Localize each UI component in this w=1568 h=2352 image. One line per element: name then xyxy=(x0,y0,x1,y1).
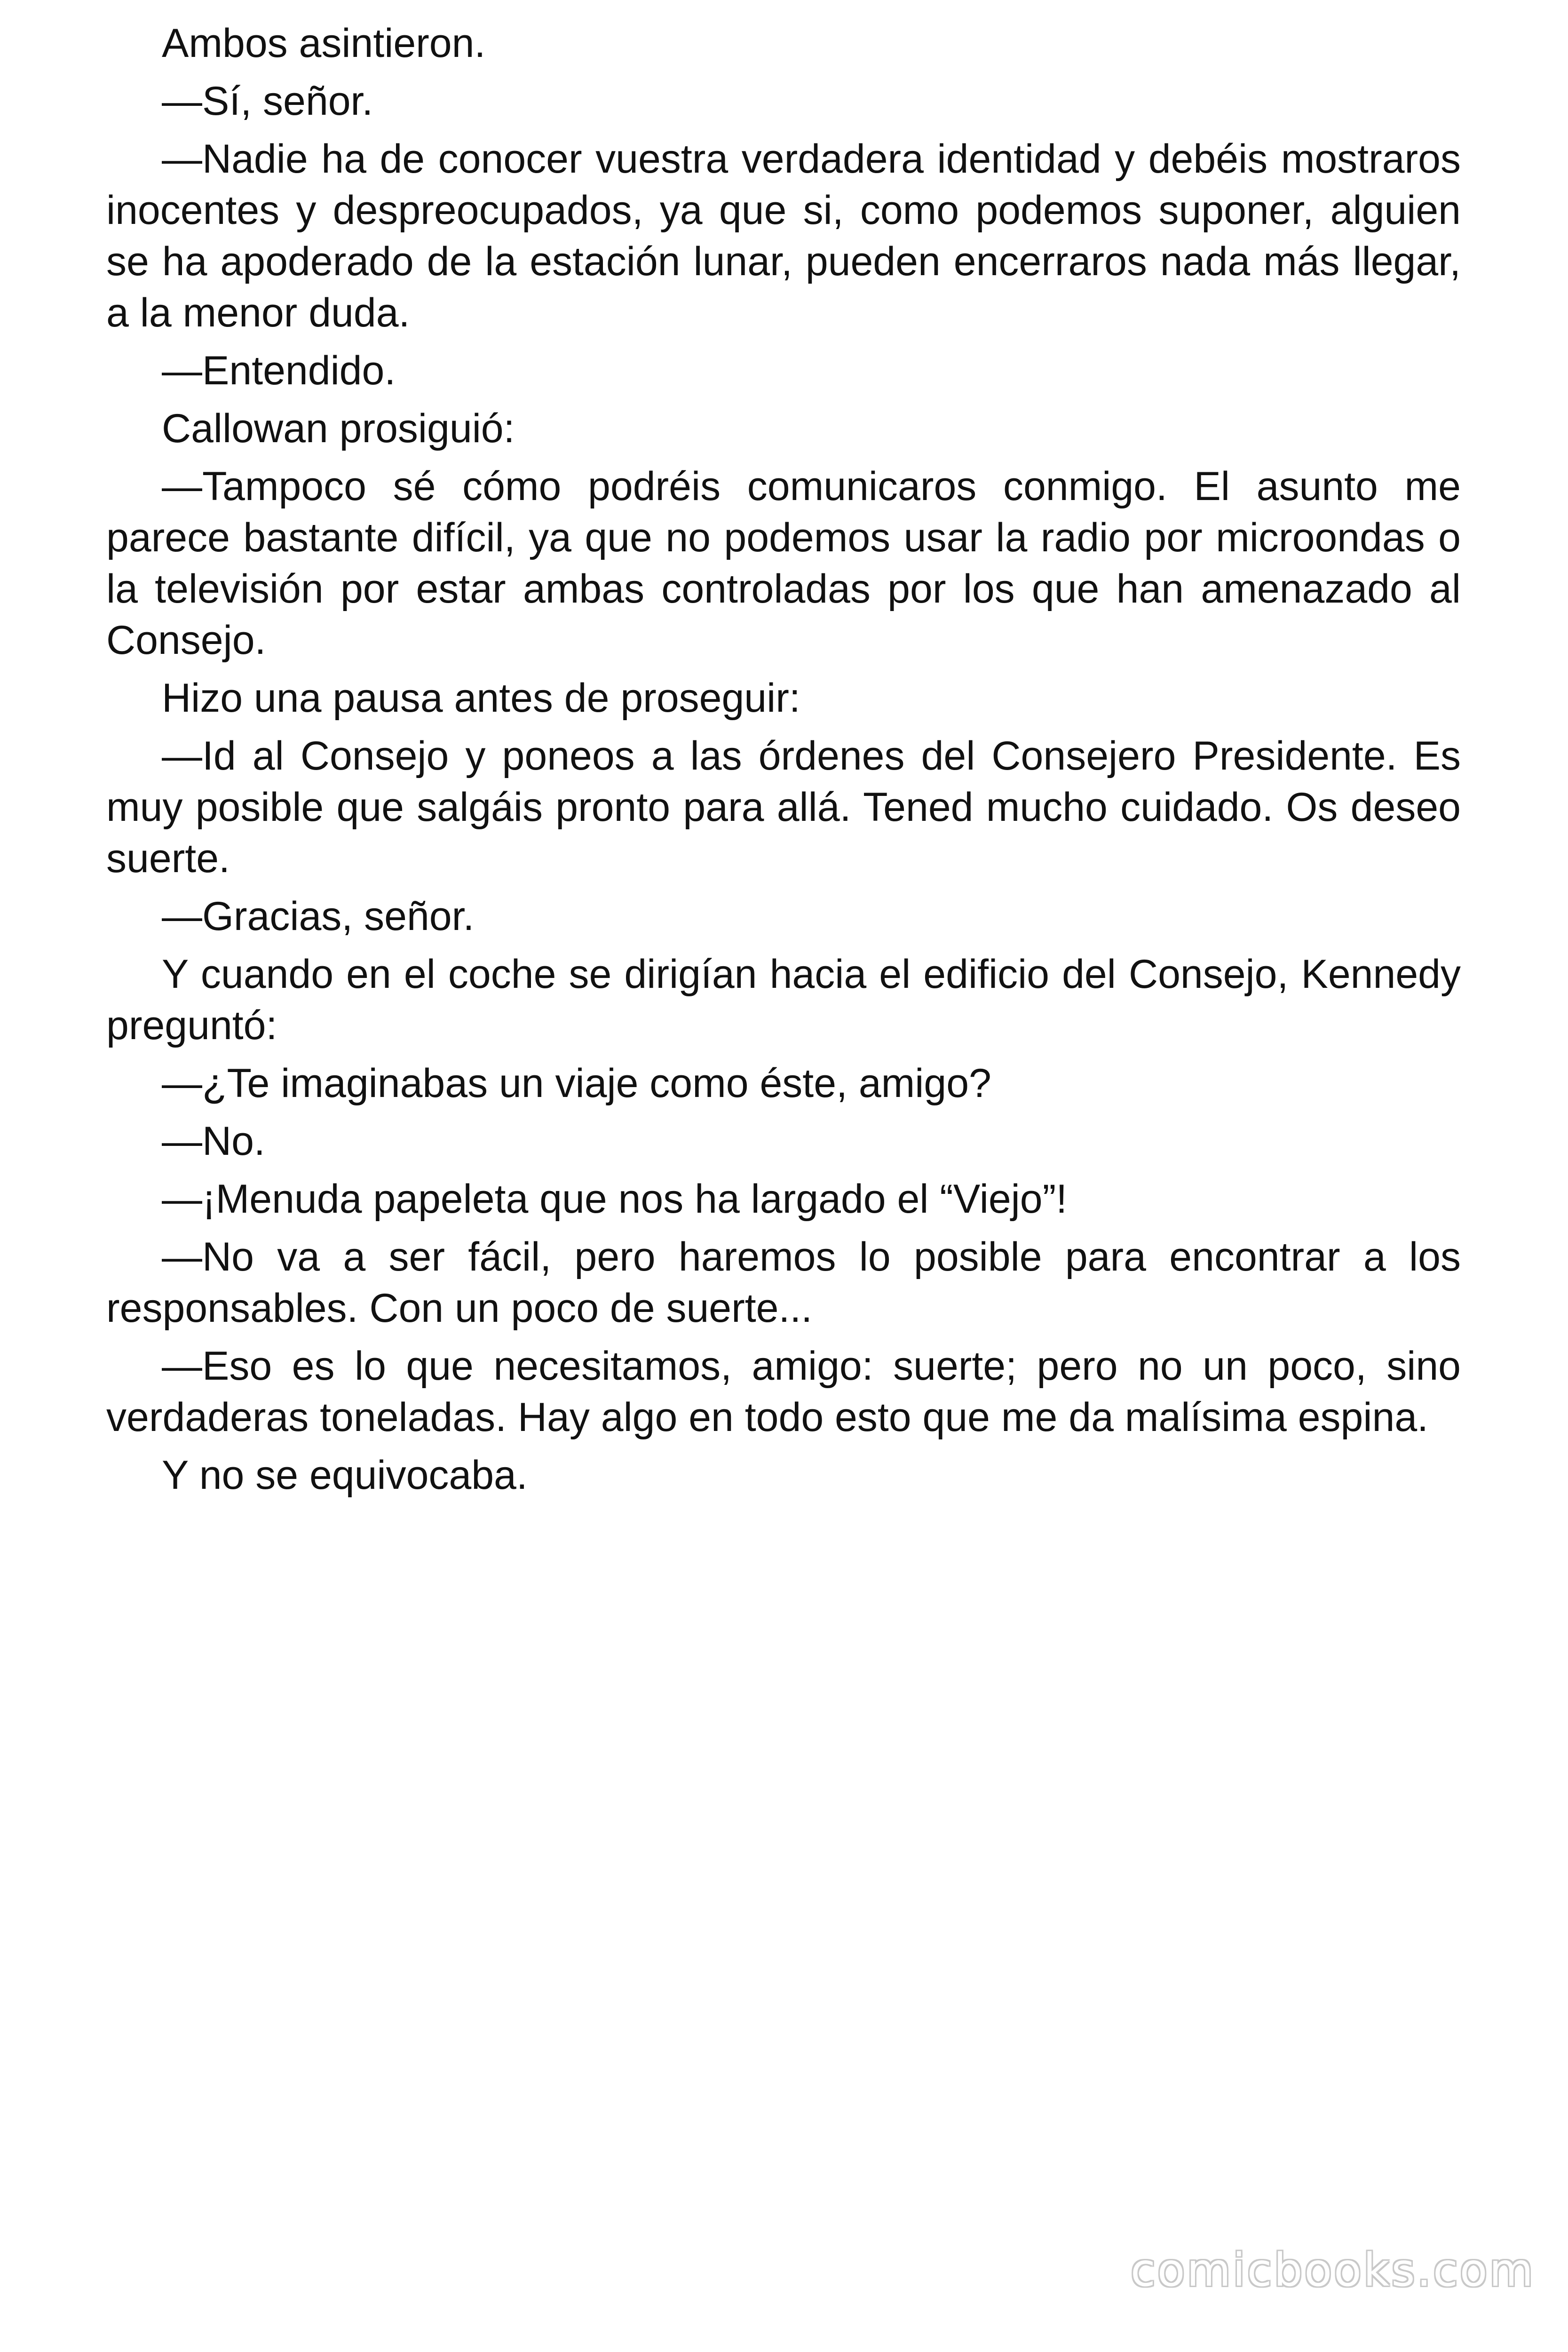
paragraph: —¡Menuda papeleta que nos ha largado el “Viejo”! xyxy=(162,1176,1068,1222)
paragraph: Callowan prosiguió: xyxy=(162,406,515,451)
paragraph: —Id al Consejo y poneos a las órdenes del Consejero Presidente. Es muy posible que salgáis pronto para allá. Tened mucho cuidado. Os deseo suerte. xyxy=(106,733,1461,881)
paragraph: —Nadie ha de conocer vuestra verdadera identidad y debéis mostraros inocentes y despreocupados, ya que si, como podemos suponer, alguien se ha apoderado de la estación lunar, pueden encerraros nada más llegar, a la menor duda. xyxy=(106,136,1461,335)
paragraph: —No. xyxy=(162,1119,265,1164)
watermark: comicbooks.com xyxy=(1130,2244,1535,2296)
paragraph: —Eso es lo que necesitamos, amigo: suerte; pero no un poco, sino verdaderas toneladas. Hay algo en todo esto que me da malísima espina. xyxy=(106,1343,1461,1440)
paragraph: —¿Te imaginabas un viaje como éste, amigo? xyxy=(162,1061,991,1106)
paragraph: Y no se equivocaba. xyxy=(162,1453,528,1498)
paragraph: Ambos asintieron. xyxy=(162,21,486,66)
paragraph: —Gracias, señor. xyxy=(162,894,475,939)
paragraph: —Sí, señor. xyxy=(162,79,373,124)
paragraph: —Entendido. xyxy=(162,348,396,393)
paragraph: Hizo una pausa antes de proseguir: xyxy=(162,675,800,721)
paragraph: —No va a ser fácil, pero haremos lo posible para encontrar a los responsables. Con un poco de suerte... xyxy=(106,1234,1461,1331)
paragraph: —Tampoco sé cómo podréis comunicaros conmigo. El asunto me parece bastante difícil, ya que no podemos usar la radio por microondas o la televisión por estar ambas controladas por los que han amenazado al Consejo. xyxy=(106,464,1461,663)
paragraph: Y cuando en el coche se dirigían hacia el edificio del Consejo, Kennedy preguntó: xyxy=(106,952,1461,1048)
body-text xyxy=(106,18,1461,1508)
